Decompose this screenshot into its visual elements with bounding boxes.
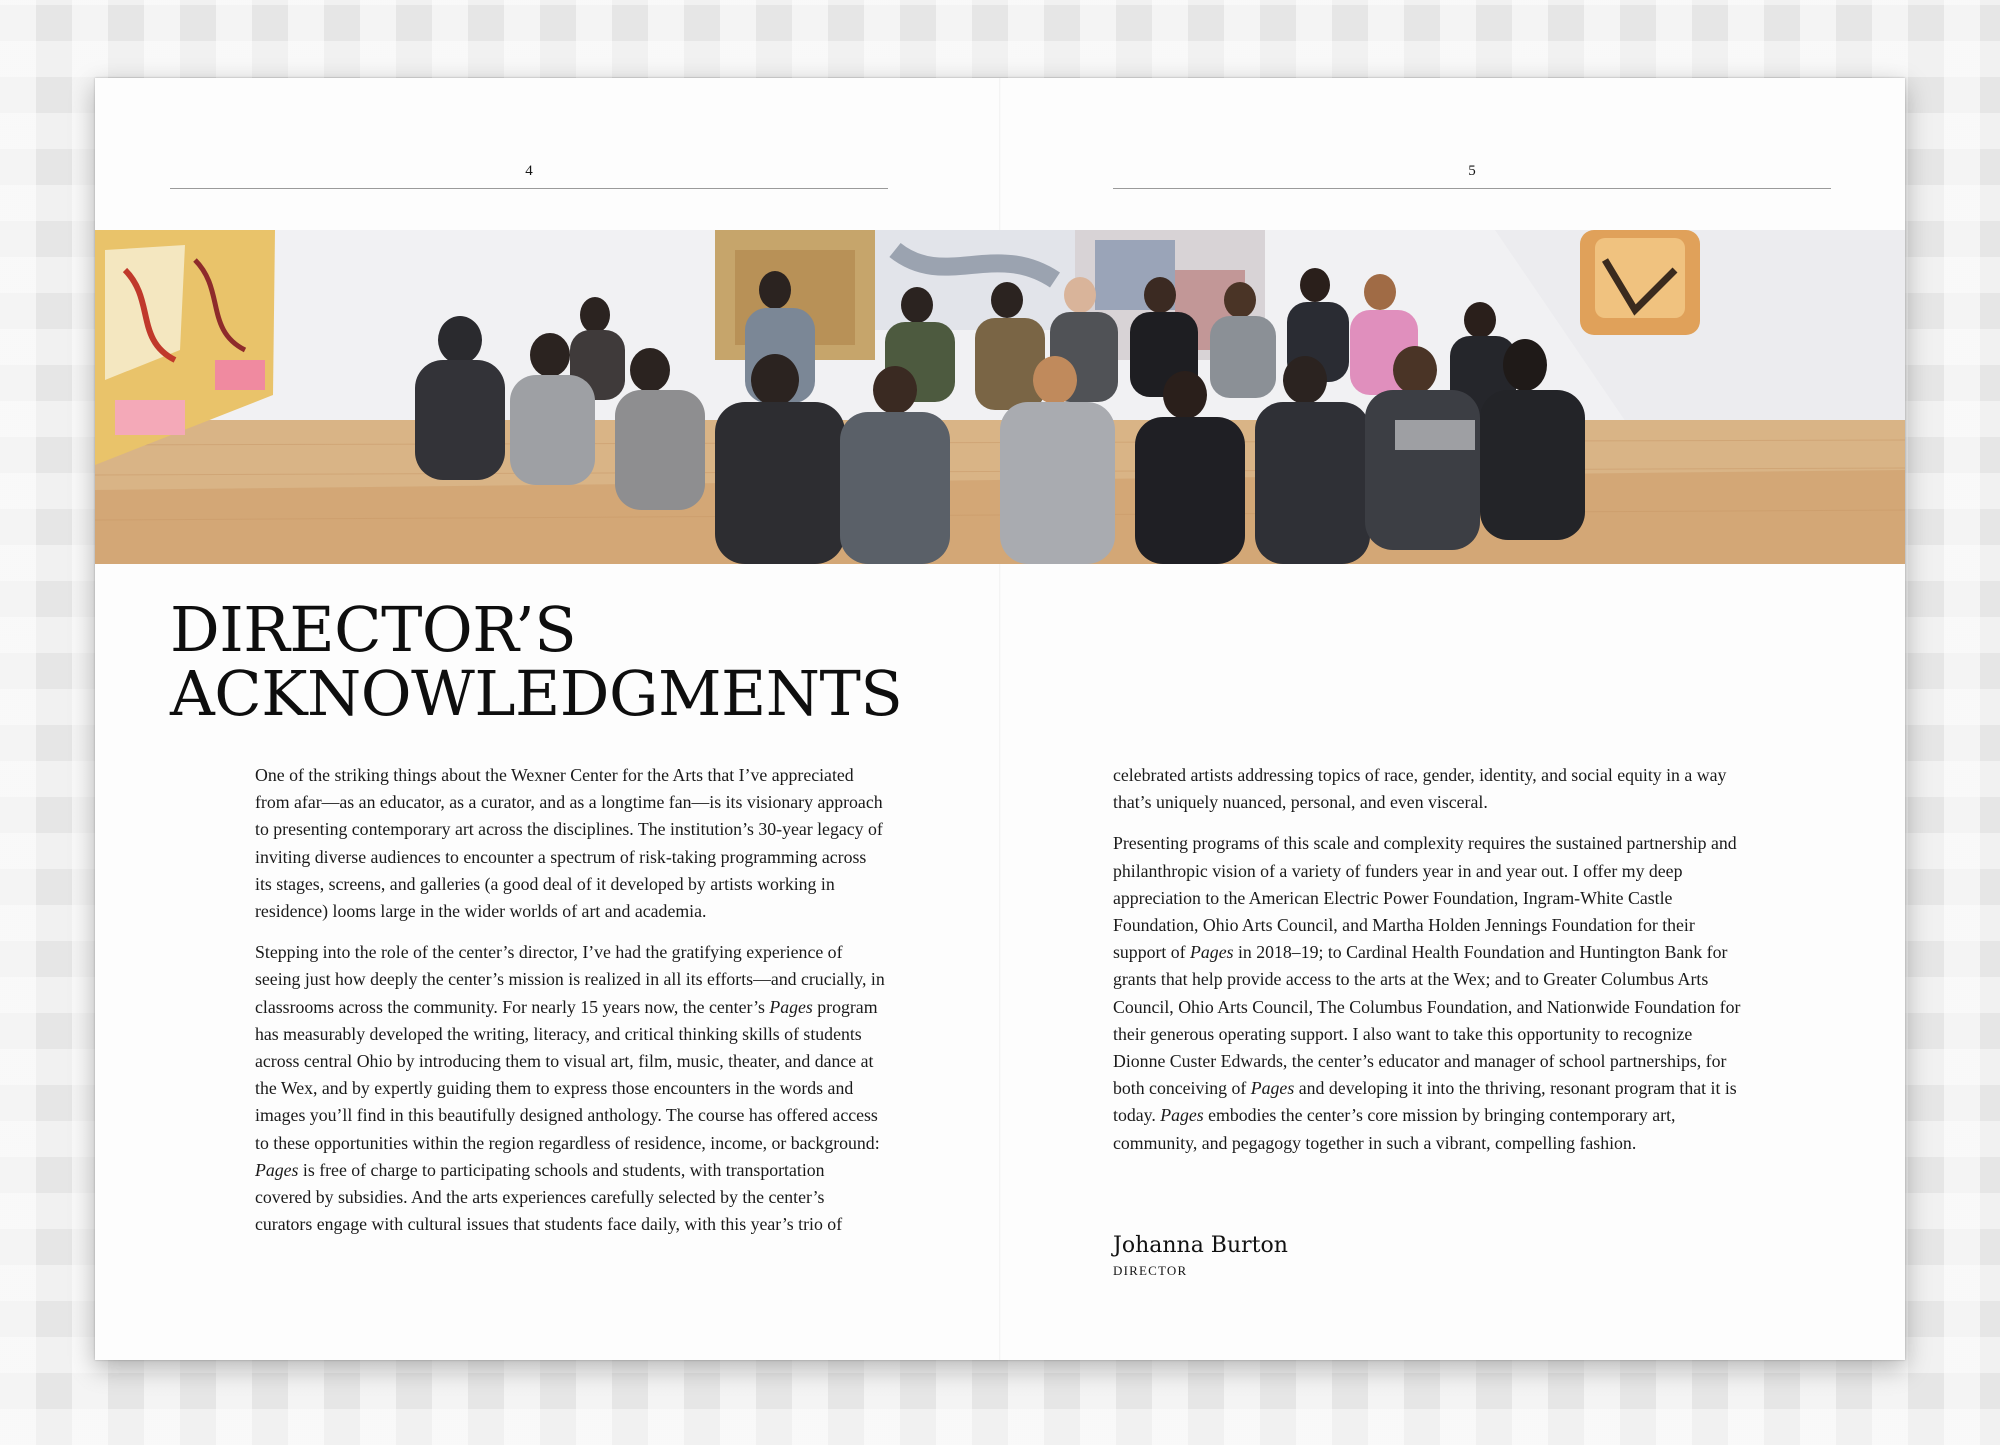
italic-pages: Pages — [255, 1159, 299, 1180]
italic-pages: Pages — [1160, 1105, 1204, 1126]
signature-block — [1113, 1232, 1288, 1280]
page-number-right: 5 — [1113, 163, 1831, 189]
book-spread — [95, 78, 1905, 1360]
text-run: program has measurably developed the writing, literacy, and critical thinking skills of students across central Ohio by introducing them to visual art, film, music, theater, and dance at the Wex, and by expertly guiding them to express those encounters in the words and images you’ll find in this beautifully designed anthology. The course has offered access to these opportunities within the region regardless of residence, income, or background: — [255, 996, 880, 1153]
students-circle-illustration — [95, 230, 1905, 564]
text-run: is free of charge to participating schools and students, with transportation covered by subsidies. And the arts experiences carefully selected by the center’s curators engage with cultural issues that students face daily, with this year’s trio of — [255, 1159, 843, 1235]
right-paragraph-1: celebrated artists addressing topics of race, gender, identity, and social equity in a way that’s uniquely nuanced, personal, and even visceral. — [1113, 765, 1727, 813]
text-run: Presenting programs of this scale and complexity requires the sustained partnership and philanthropic vision of a variety of funders year in and year out. I offer my deep appreciation to the American Electric Power Foundation, Ingram-White Castle Foundation, Ohio Arts Council, and Martha Holden Jennings Foundation for their support of — [1113, 833, 1737, 963]
page-number-left: 4 — [170, 163, 888, 189]
text-run: in 2018–19; to Cardinal Health Foundation and Huntington Bank for grants that help provide access to the arts at the Wex; and to Greater Columbus Arts Council, Ohio Arts Council, The Columbus Foundation, and Nationwide Foundation for their generous operating support. I also want to take this opportunity to recognize Dionne Custer Edwards, the center’s educator and manager of school partnerships, for both conceiving of — [1113, 942, 1741, 1099]
page-title — [170, 593, 903, 730]
right-column-text — [1113, 762, 1743, 1171]
text-run: embodies the center’s core mission by bringing contemporary art, community, and pegagogy together in such a vibrant, compelling fashion. — [1113, 1105, 1676, 1153]
title-line-2: ACKNOWLEDGMENTS — [170, 657, 903, 730]
signature-name: Johanna Burton — [1113, 1233, 1288, 1258]
left-column-text — [255, 762, 885, 1252]
text-run: and developing it into the thriving, resonant program that it is today. — [1113, 1078, 1737, 1126]
left-paragraph-2 — [255, 939, 885, 1238]
text-run: Stepping into the role of the center’s director, I’ve had the gratifying experience of seeing just how deeply the center’s mission is realized in all its efforts—and crucially, in classrooms across the community. For nearly 15 years now, the center’s — [255, 942, 885, 1017]
italic-pages: Pages — [1190, 942, 1234, 963]
italic-pages: Pages — [769, 996, 813, 1017]
title-line-1: DIRECTOR’S — [170, 593, 577, 666]
signature-role: DIRECTOR — [1113, 1263, 1188, 1278]
right-paragraph-2 — [1113, 830, 1743, 1156]
italic-pages: Pages — [1250, 1078, 1295, 1099]
gallery-photo — [95, 230, 1905, 564]
left-paragraph-1: One of the striking things about the Wexner Center for the Arts that I’ve appreciated from afar—as an educator, as a curator, and as a longtime fan—is its visionary approach to presenting contemporary art across the disciplines. The institution’s 30-year legacy of inviting diverse audiences to encounter a spectrum of risk-taking programming across its stages, screens, and galleries (a good deal of it developed by artists working in residence) looms large in the wider worlds of art and academia. — [255, 765, 883, 922]
